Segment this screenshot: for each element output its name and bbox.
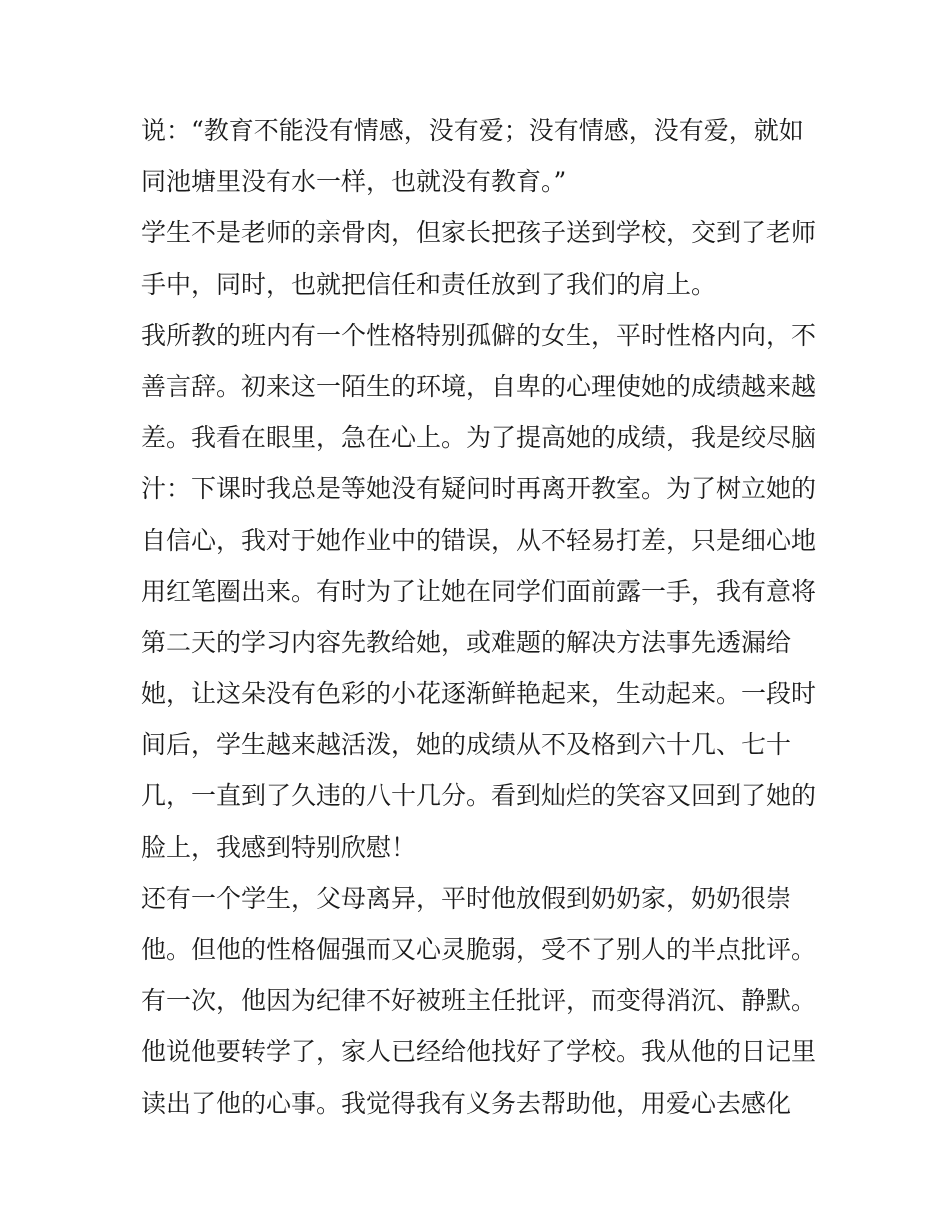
text-line-14: 几，一直到了久违的八十几分。看到灿烂的笑容又回到了她的	[141, 781, 817, 811]
text-line-20: 读出了他的心事。我觉得我有义务去帮助他，用爱心去感化	[141, 1088, 792, 1118]
text-line-13: 间后，学生越来越活泼，她的成绩从不及格到六十几、七十	[141, 730, 792, 760]
document-body	[141, 105, 821, 1129]
text-line-2: 同池塘里没有水一样，也就没有教育。”	[141, 167, 567, 197]
text-line-3: 学生不是老师的亲骨肉，但家长把孩子送到学校，交到了老师	[141, 218, 817, 248]
text-line-7: 差。我看在眼里，急在心上。为了提高她的成绩，我是绞尽脑	[141, 423, 817, 453]
text-line-8: 汁：下课时我总是等她没有疑问时再离开教室。为了树立她的	[141, 474, 817, 504]
text-line-11: 第二天的学习内容先教给她，或难题的解决方法事先透漏给	[141, 627, 792, 657]
text-line-15: 脸上，我感到特别欣慰！	[141, 832, 417, 862]
text-line-12: 她，让这朵没有色彩的小花逐渐鲜艳起来，生动起来。一段时	[141, 679, 817, 709]
text-line-17: 他。但他的性格倔强而又心灵脆弱，受不了别人的半点批评。	[141, 935, 817, 964]
text-line-16: 还有一个学生，父母离异，平时他放假到奶奶家，奶奶很崇	[141, 883, 792, 913]
text-line-6: 善言辞。初来这一陌生的环境，自卑的心理使她的成绩越来越	[141, 371, 817, 401]
text-line-1: 说：“教育不能没有情感，没有爱；没有情感，没有爱，就如	[141, 116, 804, 145]
text-line-10: 用红笔圈出来。有时为了让她在同学们面前露一手，我有意将	[141, 576, 817, 606]
text-line-9: 自信心，我对于她作业中的错误，从不轻易打差，只是细心地	[141, 525, 817, 555]
text-line-4: 手中，同时，也就把信任和责任放到了我们的肩上。	[141, 269, 717, 299]
text-line-19: 他说他要转学了，家人已经给他找好了学校。我从他的日记里	[141, 1037, 817, 1067]
text-line-18: 有一次，他因为纪律不好被班主任批评，而变得消沉、静默。	[141, 986, 817, 1016]
text-line-5: 我所教的班内有一个性格特别孤僻的女生，平时性格内向，不	[141, 320, 817, 350]
